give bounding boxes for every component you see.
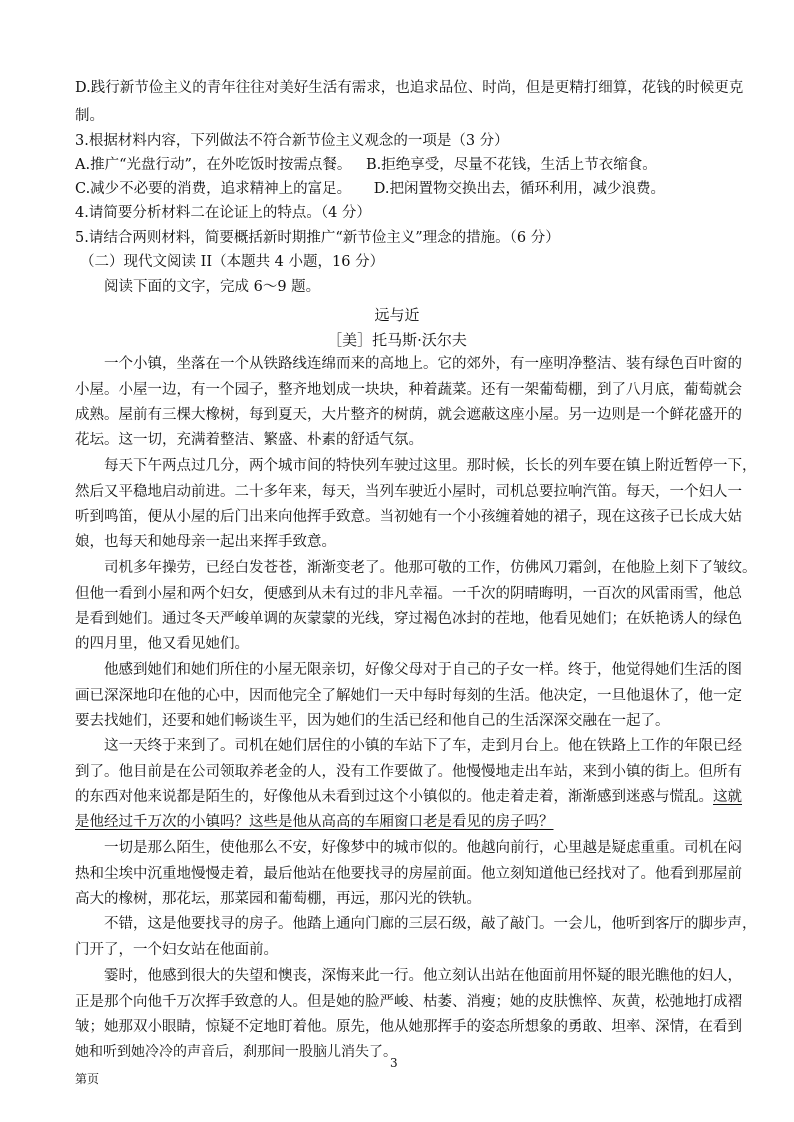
option-d-line1: D.践行新节俭主义的青年往往对美好生活有需求，也追求品位、时尚，但是更精打细算，花钱的时候更克 [75, 80, 744, 96]
paragraph-2-line-2: 然后又平稳地启动前进。二十多年来，每天，当列车驶近小屋时，司机总要拉响汽笛。每天，一个妇人一 [75, 484, 742, 500]
paragraph-8-line-3: 皱；她那双小眼睛，惊疑不定地盯着他。原先，他从她那挥手的姿态所想象的勇敢、坦率、深情，在看到 [75, 1019, 742, 1035]
section-heading: （二）现代文阅读 II（本题共 4 小题，16 分） [80, 254, 385, 270]
question-3: 3.根据材料内容，下列做法不符合新节俭主义观念的一项是（3 分） [75, 133, 509, 149]
reading-instruction: 阅读下面的文字，完成 6～9 题。 [104, 279, 321, 295]
paragraph-3-line-4: 的四月里，他又看见她们。 [75, 636, 249, 652]
paragraph-8-line-1: 霎时，他感到很大的失望和懊丧，深悔来此一行。他立刻认出站在他面前用怀疑的眼光瞧他的妇人， [104, 968, 742, 984]
question-5: 5.请结合两则材料，简要概括新时期推广“新节俭主义”理念的措施。（6 分） [75, 230, 560, 246]
paragraph-6-line-3: 高大的橡树，那花坛，那菜园和葡萄棚，再远，那闪光的铁轨。 [75, 891, 481, 907]
paragraph-5-line-3-text: 的东西对他来说都是陌生的，好像他从未看到过这个小镇似的。他走着走着，渐渐感到迷惑与慌乱。 [75, 789, 713, 805]
paragraph-5-line-3 [75, 787, 742, 807]
paragraph-3-line-1: 司机多年操劳，已经白发苍苍，渐渐变老了。他那可敬的工作，仿佛风刀霜剑，在他脸上刻下了皱纹。 [104, 560, 757, 576]
paragraph-8-line-4: 她和听到她冷冷的声音后，刹那间一股脑儿消失了。 [75, 1044, 397, 1060]
paragraph-1-line-4: 花坛。这一切，充满着整洁、繁盛、朴素的舒适气氛。 [75, 432, 423, 448]
underlined-sentence: 是他经过千万次的小镇吗？这些是他从高高的车厢窗口老是看见的房子吗？ [75, 814, 554, 830]
paragraph-6-line-1: 一切是那么陌生，使他那么不安，好像梦中的城市似的。他越向前行，心里越是疑虑重重。司机在闷 [104, 840, 742, 856]
option-c: C.减少不必要的消费，追求精神上的富足。 [75, 181, 352, 197]
paragraph-8-line-2: 正是那个向他千万次挥手致意的人。但是她的脸严峻、枯萎、消瘦；她的皮肤憔悴、灰黄，松弛地打成褶 [75, 994, 742, 1010]
option-d-line2: 制。 [75, 108, 104, 124]
paragraph-4-line-1: 他感到她们和她们所住的小屋无限亲切，好像父母对于自己的子女一样。终于，他觉得她们生活的图 [104, 662, 742, 678]
article-title: 远与近 [374, 306, 420, 324]
paragraph-2-line-3: 听到鸣笛，便从小屋的后门出来向他挥手致意。当初她有一个小孩缠着她的裙子，现在这孩子已长成大姑 [75, 509, 742, 525]
paragraph-3-line-2: 但他一看到小屋和两个妇女，便感到从未有过的非凡幸福。一千次的阴晴晦明，一百次的风雷雨雪，他总 [75, 586, 742, 602]
question-4: 4.请简要分析材料二在论证上的特点。（4 分） [75, 205, 371, 221]
paragraph-7-line-1: 不错，这是他要找寻的房子。他踏上通向门廊的三层石级，敲了敲门。一会儿，他听到客厅的脚步声， [104, 916, 757, 932]
paragraph-1-line-1: 一个小镇，坐落在一个从铁路线连绵而来的高地上。它的郊外，有一座明净整洁、装有绿色百叶窗的 [104, 356, 742, 372]
option-d: D.把闲置物交换出去，循环利用，减少浪费。 [373, 181, 666, 197]
question-3-options-ab [75, 155, 657, 175]
paragraph-3-line-3: 是看到她们。通过冬天严峻单调的灰蒙蒙的光线，穿过褐色冰封的茬地，他看见她们；在妖艳诱人的绿色 [75, 611, 742, 627]
question-3-options-cd [75, 179, 665, 199]
option-a: A.推广“光盘行动”，在外吃饭时按需点餐。 [75, 157, 352, 173]
paragraph-5-line-1: 这一天终于来到了。司机在她们居住的小镇的车站下了车，走到月台上。他在铁路上工作的年限已经 [104, 738, 742, 754]
paragraph-1-line-2: 小屋。小屋一边，有一个园子，整齐地划成一块块，种着蔬菜。还有一架葡萄棚，到了八月底，葡萄就会 [75, 382, 742, 398]
paragraph-5-line-2: 到了。他目前是在公司领取养老金的人，没有工作要做了。他慢慢地走出车站，来到小镇的街上。但所有 [75, 764, 742, 780]
paragraph-2-line-1: 每天下午两点过几分，两个城市间的特快列车驶过这里。那时候，长长的列车要在镇上附近暂停一下， [104, 458, 757, 474]
footer-page-number: 3 [390, 1056, 398, 1070]
article-author: ［美］托马斯·沃尔夫 [327, 331, 467, 349]
footer-page-label: 第页 [75, 1072, 100, 1086]
option-b: B.拒绝享受，尽量不花钱，生活上节衣缩食。 [366, 157, 657, 173]
paragraph-7-line-2: 门开了，一个妇女站在他面前。 [75, 942, 278, 958]
paragraph-4-line-3: 要去找她们，还要和她们畅谈生平，因为她们的生活已经和他自己的生活深深交融在一起了。 [75, 713, 670, 729]
underlined-sentence-start: 这就 [713, 789, 742, 805]
paragraph-6-line-2: 热和尘埃中沉重地慢慢走着，最后他站在他要找寻的房屋前面。他立刻知道他已经找对了。他看到那屋前 [75, 866, 742, 882]
paragraph-4-line-2: 画已深深地印在他的心中，因而他完全了解她们一天中每时每刻的生活。他决定，一旦他退休了，他一定 [75, 688, 742, 704]
paragraph-2-line-4: 娘，也每天和她母亲一起出来挥手致意。 [75, 534, 336, 550]
paragraph-1-line-3: 成熟。屋前有三棵大橡树，每到夏天，大片整齐的树荫，就会遮蔽这座小屋。另一边则是一个鲜花盛开的 [75, 407, 742, 423]
